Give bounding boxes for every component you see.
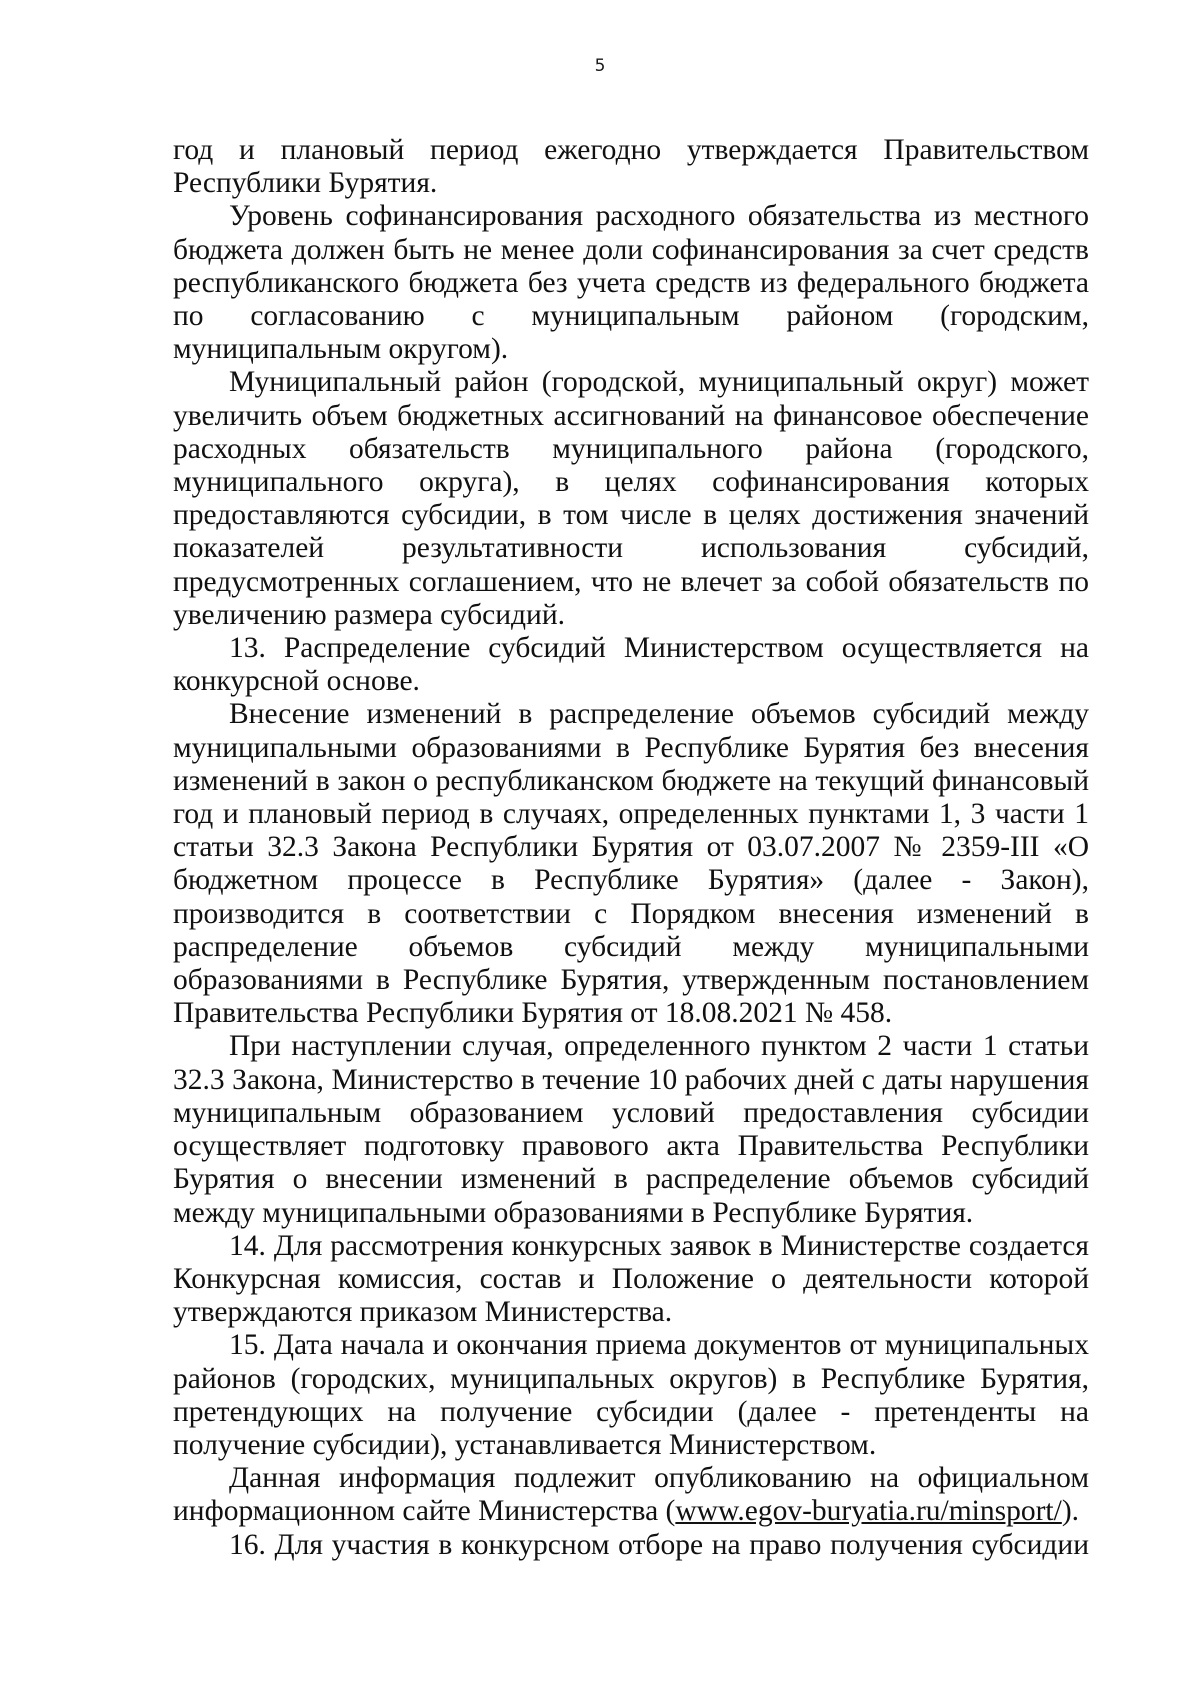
- ministry-website-link[interactable]: www.egov-buryatia.ru/minsport/: [675, 1495, 1062, 1528]
- publication-text-before: Данная информация подлежит опубликованию на официальном информационном сайте Министерства (: [173, 1462, 1089, 1528]
- paragraph-item-13: 13. Распределение субсидий Министерством осуществляется на конкурсной основе.: [173, 632, 1089, 698]
- paragraph-publication-info: [173, 1462, 1089, 1528]
- paragraph-item-14: 14. Для рассмотрения конкурсных заявок в Министерстве создается Конкурсная комиссия, состав и Положение о деятельности которой утверждаются приказом Министерства.: [173, 1229, 1089, 1329]
- publication-text-after: ).: [1061, 1495, 1080, 1528]
- document-body: [173, 134, 1089, 1562]
- paragraph-budget-increase: Муниципальный район (городской, муниципальный округ) может увеличить объем бюджетных ассигнований на финансовое обеспечение расходных обязательств муниципального района (городского, муниципального округа), в целях софинансирования которых предоставляются субсидии, в том числе в целях достижения значений показателей результативности использования субсидий, предусмотренных соглашением, что не влечет за собой обязательств по увеличению размера субсидий.: [173, 366, 1089, 631]
- paragraph-violation-case: При наступлении случая, определенного пунктом 2 части 1 статьи 32.3 Закона, Министерство в течение 10 рабочих дней с даты нарушения муниципальным образованием условий предоставления субсидии осуществляет подготовку правового акта Правительства Республики Бурятия о внесении изменений в распределение объемов субсидий между муниципальными образованиями в Республике Бурятия.: [173, 1030, 1089, 1229]
- page-number: 5: [594, 56, 606, 76]
- paragraph-distribution-changes: Внесение изменений в распределение объемов субсидий между муниципальными образованиями в Республике Бурятия без внесения изменений в закон о республиканском бюджете на текущий финансовый год и плановый период в случаях, определенных пунктами 1, 3 части 1 статьи 32.3 Закона Республики Бурятия от 03.07.2007 № 2359-III «О бюджетном процессе в Республике Бурятия» (далее - Закон), производится в соответствии с Порядком внесения изменений в распределение объемов субсидий между муниципальными образованиями в Республике Бурятия, утвержденным постановлением Правительства Республики Бурятия от 18.08.2021 № 458.: [173, 698, 1089, 1030]
- paragraph-item-16: 16. Для участия в конкурсном отборе на право получения субсидии: [229, 1528, 1089, 1561]
- paragraph-intro-continuation: год и плановый период ежегодно утверждается Правительством Республики Бурятия.: [173, 134, 1089, 200]
- paragraph-item-15: 15. Дата начала и окончания приема документов от муниципальных районов (городских, муниципальных округов) в Республике Бурятия, претендующих на получение субсидии (далее - претенденты на получение субсидии), устанавливается Министерством.: [173, 1329, 1089, 1461]
- paragraph-cofinancing-level: Уровень софинансирования расходного обязательства из местного бюджета должен быть не менее доли софинансирования за счет средств республиканского бюджета без учета средств из федерального бюджета по согласованию с муниципальным районом (городским, муниципальным округом).: [173, 200, 1089, 366]
